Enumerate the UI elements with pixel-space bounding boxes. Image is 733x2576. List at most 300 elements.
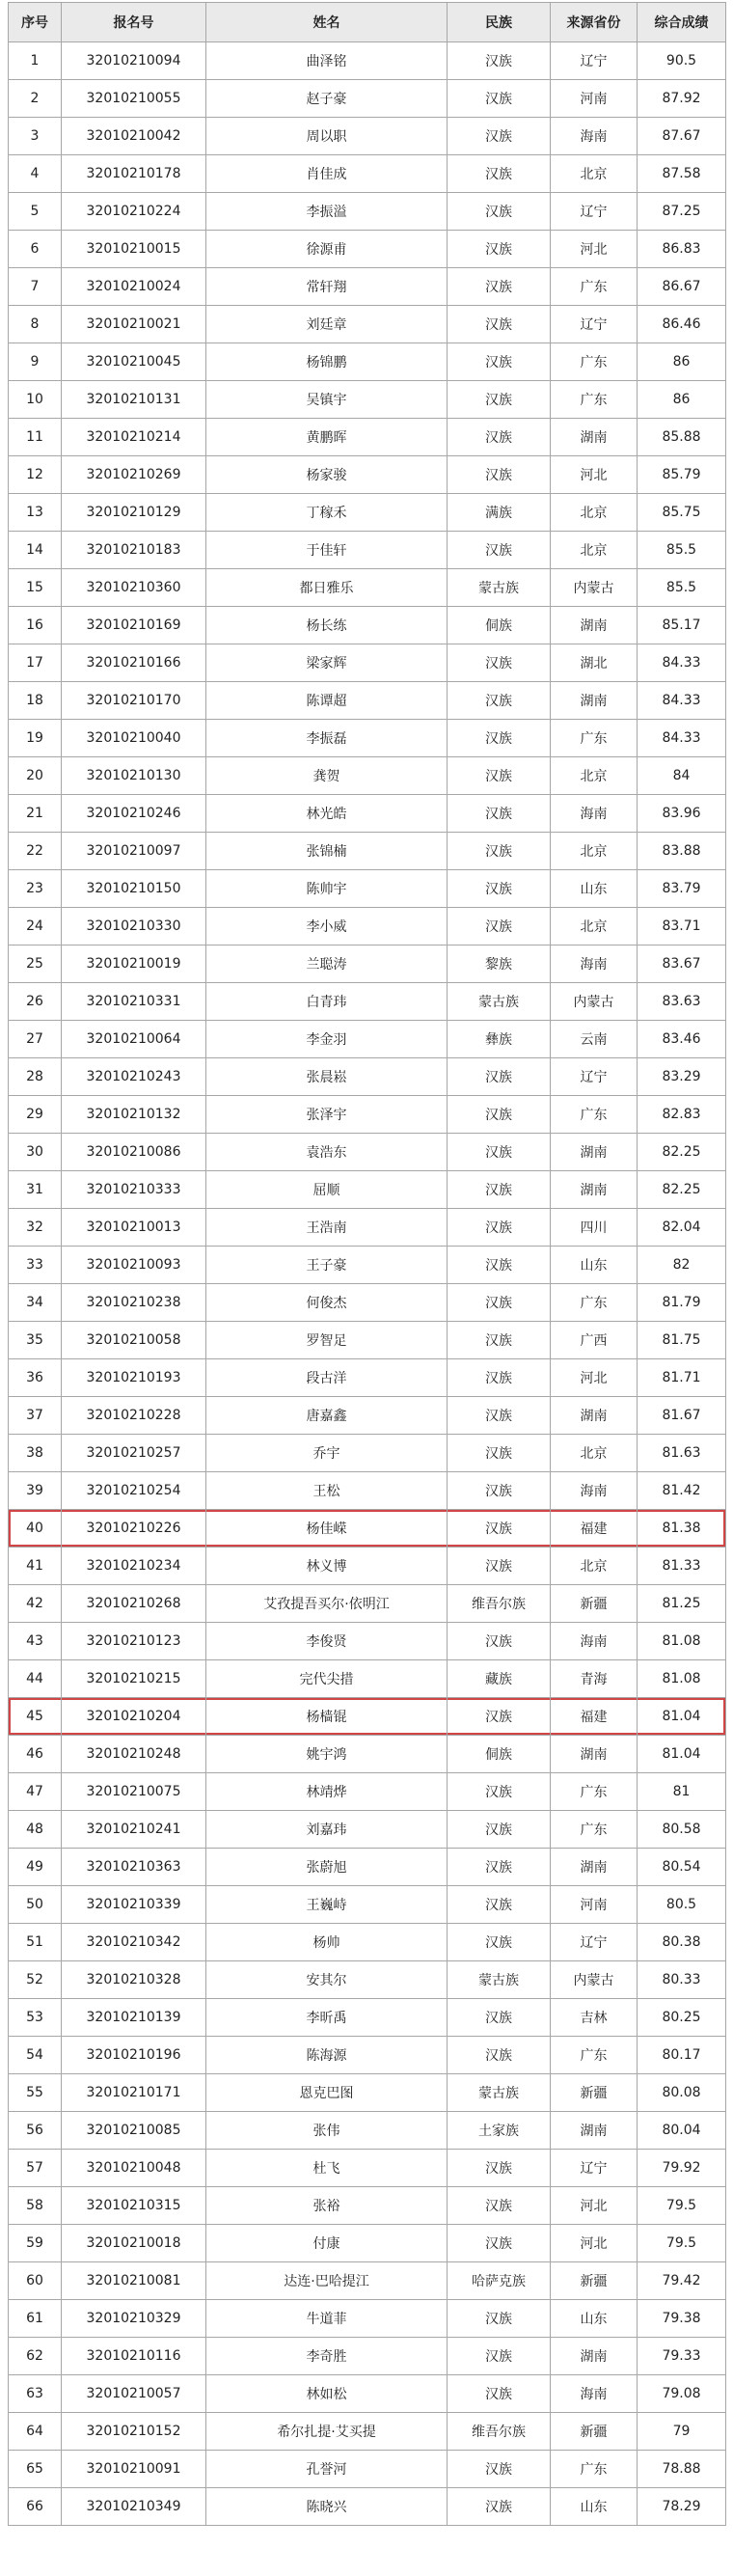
cell-index: 56 (9, 2112, 62, 2150)
cell-province: 湖南 (551, 1849, 638, 1886)
cell-ethnicity: 汉族 (448, 268, 551, 306)
cell-name: 张裕 (206, 2187, 448, 2225)
cell-index: 13 (9, 494, 62, 532)
cell-ethnicity: 土家族 (448, 2112, 551, 2150)
cell-registration-number: 32010210015 (62, 231, 206, 268)
table-row (9, 1548, 726, 1585)
cell-registration-number: 32010210360 (62, 569, 206, 607)
cell-registration-number: 32010210169 (62, 607, 206, 644)
cell-index: 5 (9, 193, 62, 231)
cell-index: 34 (9, 1284, 62, 1322)
cell-province: 湖南 (551, 1171, 638, 1209)
cell-registration-number: 32010210091 (62, 2451, 206, 2488)
cell-name: 常轩翔 (206, 268, 448, 306)
cell-score: 90.5 (638, 42, 726, 80)
cell-ethnicity: 黎族 (448, 945, 551, 983)
cell-registration-number: 32010210170 (62, 682, 206, 720)
cell-index: 51 (9, 1924, 62, 1961)
cell-registration-number: 32010210257 (62, 1435, 206, 1472)
cell-registration-number: 32010210058 (62, 1322, 206, 1359)
cell-index: 29 (9, 1096, 62, 1134)
cell-name: 黄鹏晖 (206, 419, 448, 456)
cell-registration-number: 32010210094 (62, 42, 206, 80)
cell-ethnicity: 汉族 (448, 155, 551, 193)
cell-province: 北京 (551, 494, 638, 532)
cell-score: 84 (638, 757, 726, 795)
cell-index: 33 (9, 1247, 62, 1284)
cell-registration-number: 32010210248 (62, 1736, 206, 1773)
cell-province: 湖南 (551, 1397, 638, 1435)
cell-ethnicity: 汉族 (448, 118, 551, 155)
cell-province: 湖南 (551, 1134, 638, 1171)
cell-province: 内蒙古 (551, 983, 638, 1021)
cell-index: 65 (9, 2451, 62, 2488)
table-row (9, 945, 726, 983)
table-row (9, 1924, 726, 1961)
cell-registration-number: 32010210057 (62, 2375, 206, 2413)
cell-province: 海南 (551, 1623, 638, 1660)
cell-registration-number: 32010210224 (62, 193, 206, 231)
cell-province: 辽宁 (551, 1924, 638, 1961)
table-row (9, 757, 726, 795)
cell-ethnicity: 汉族 (448, 381, 551, 419)
table-row (9, 2338, 726, 2375)
table-body (9, 42, 726, 2526)
cell-registration-number: 32010210171 (62, 2074, 206, 2112)
cell-score: 80.5 (638, 1886, 726, 1924)
table-row (9, 2375, 726, 2413)
cell-index: 46 (9, 1736, 62, 1773)
cell-registration-number: 32010210269 (62, 456, 206, 494)
cell-score: 81.04 (638, 1736, 726, 1773)
cell-registration-number: 32010210215 (62, 1660, 206, 1698)
cell-province: 海南 (551, 118, 638, 155)
cell-province: 河北 (551, 2225, 638, 2262)
cell-ethnicity: 侗族 (448, 607, 551, 644)
cell-index: 19 (9, 720, 62, 757)
cell-name: 恩克巴图 (206, 2074, 448, 2112)
cell-name: 龚贺 (206, 757, 448, 795)
cell-index: 2 (9, 80, 62, 118)
cell-name: 梁家辉 (206, 644, 448, 682)
table-row (9, 155, 726, 193)
cell-name: 艾孜提吾买尔·依明江 (206, 1585, 448, 1623)
cell-ethnicity: 彝族 (448, 1021, 551, 1058)
cell-ethnicity: 维吾尔族 (448, 2413, 551, 2451)
cell-name: 杨樯锟 (206, 1698, 448, 1736)
cell-province: 福建 (551, 1698, 638, 1736)
cell-ethnicity: 汉族 (448, 1284, 551, 1322)
cell-province: 广东 (551, 1811, 638, 1849)
cell-registration-number: 32010210246 (62, 795, 206, 833)
table-row (9, 2300, 726, 2338)
cell-province: 吉林 (551, 1999, 638, 2037)
cell-province: 河北 (551, 231, 638, 268)
cell-province: 湖南 (551, 2112, 638, 2150)
cell-registration-number: 32010210193 (62, 1359, 206, 1397)
cell-index: 41 (9, 1548, 62, 1585)
cell-registration-number: 32010210178 (62, 155, 206, 193)
cell-index: 11 (9, 419, 62, 456)
cell-ethnicity: 汉族 (448, 1510, 551, 1548)
cell-registration-number: 32010210018 (62, 2225, 206, 2262)
cell-name: 罗智足 (206, 1322, 448, 1359)
cell-province: 内蒙古 (551, 569, 638, 607)
cell-index: 38 (9, 1435, 62, 1472)
cell-score: 86.46 (638, 306, 726, 343)
cell-score: 79.08 (638, 2375, 726, 2413)
table-row (9, 1096, 726, 1134)
cell-name: 徐源甫 (206, 231, 448, 268)
cell-index: 7 (9, 268, 62, 306)
cell-name: 刘嘉玮 (206, 1811, 448, 1849)
cell-name: 陈海源 (206, 2037, 448, 2074)
cell-score: 84.33 (638, 644, 726, 682)
cell-registration-number: 32010210268 (62, 1585, 206, 1623)
cell-score: 83.88 (638, 833, 726, 870)
table-row (9, 193, 726, 231)
cell-score: 81.42 (638, 1472, 726, 1510)
cell-ethnicity: 汉族 (448, 1849, 551, 1886)
table-row (9, 118, 726, 155)
cell-name: 李金羽 (206, 1021, 448, 1058)
cell-ethnicity: 汉族 (448, 757, 551, 795)
cell-province: 北京 (551, 833, 638, 870)
table-row (9, 419, 726, 456)
cell-registration-number: 32010210204 (62, 1698, 206, 1736)
cell-name: 林如松 (206, 2375, 448, 2413)
cell-score: 81.25 (638, 1585, 726, 1623)
table-row (9, 1209, 726, 1247)
table-row (9, 1585, 726, 1623)
cell-ethnicity: 汉族 (448, 870, 551, 908)
cell-index: 24 (9, 908, 62, 945)
cell-registration-number: 32010210013 (62, 1209, 206, 1247)
cell-province: 青海 (551, 1660, 638, 1698)
cell-name: 吴镇宇 (206, 381, 448, 419)
cell-name: 王巍峙 (206, 1886, 448, 1924)
cell-score: 81.08 (638, 1623, 726, 1660)
cell-province: 北京 (551, 1548, 638, 1585)
cell-score: 83.63 (638, 983, 726, 1021)
table-row (9, 1359, 726, 1397)
cell-score: 83.79 (638, 870, 726, 908)
header-name: 姓名 (206, 3, 448, 42)
cell-score: 86 (638, 381, 726, 419)
table-row (9, 2262, 726, 2300)
table-row (9, 2037, 726, 2074)
cell-registration-number: 32010210330 (62, 908, 206, 945)
cell-province: 河南 (551, 80, 638, 118)
cell-index: 31 (9, 1171, 62, 1209)
cell-index: 20 (9, 757, 62, 795)
cell-registration-number: 32010210363 (62, 1849, 206, 1886)
cell-index: 61 (9, 2300, 62, 2338)
cell-score: 85.79 (638, 456, 726, 494)
cell-ethnicity: 汉族 (448, 1209, 551, 1247)
table-row (9, 2150, 726, 2187)
cell-score: 82.04 (638, 1209, 726, 1247)
cell-ethnicity: 汉族 (448, 682, 551, 720)
table-row (9, 682, 726, 720)
cell-index: 15 (9, 569, 62, 607)
cell-name: 张锦楠 (206, 833, 448, 870)
table-row (9, 1698, 726, 1736)
cell-score: 81 (638, 1773, 726, 1811)
cell-name: 姚宇鸿 (206, 1736, 448, 1773)
cell-registration-number: 32010210131 (62, 381, 206, 419)
cell-index: 1 (9, 42, 62, 80)
cell-ethnicity: 满族 (448, 494, 551, 532)
table-row (9, 2225, 726, 2262)
table-row (9, 1284, 726, 1322)
cell-name: 兰聪涛 (206, 945, 448, 983)
cell-province: 辽宁 (551, 306, 638, 343)
cell-registration-number: 32010210226 (62, 1510, 206, 1548)
cell-ethnicity: 汉族 (448, 2338, 551, 2375)
cell-score: 81.08 (638, 1660, 726, 1698)
cell-ethnicity: 汉族 (448, 2037, 551, 2074)
cell-index: 50 (9, 1886, 62, 1924)
cell-name: 李俊贤 (206, 1623, 448, 1660)
cell-province: 广东 (551, 1773, 638, 1811)
table-row (9, 795, 726, 833)
table-row (9, 1736, 726, 1773)
cell-ethnicity: 蒙古族 (448, 983, 551, 1021)
cell-score: 81.38 (638, 1510, 726, 1548)
cell-name: 张泽宇 (206, 1096, 448, 1134)
cell-province: 北京 (551, 908, 638, 945)
cell-ethnicity: 汉族 (448, 193, 551, 231)
cell-registration-number: 32010210333 (62, 1171, 206, 1209)
cell-score: 82.83 (638, 1096, 726, 1134)
cell-name: 陈晓兴 (206, 2488, 448, 2526)
cell-registration-number: 32010210166 (62, 644, 206, 682)
cell-name: 林义博 (206, 1548, 448, 1585)
cell-ethnicity: 汉族 (448, 908, 551, 945)
cell-score: 80.25 (638, 1999, 726, 2037)
cell-name: 乔宇 (206, 1435, 448, 1472)
table-row (9, 644, 726, 682)
cell-index: 54 (9, 2037, 62, 2074)
cell-score: 78.88 (638, 2451, 726, 2488)
cell-score: 86 (638, 343, 726, 381)
cell-score: 85.5 (638, 532, 726, 569)
table-row (9, 343, 726, 381)
table-row (9, 1849, 726, 1886)
cell-index: 66 (9, 2488, 62, 2526)
cell-registration-number: 32010210243 (62, 1058, 206, 1096)
table-row (9, 1660, 726, 1698)
cell-index: 57 (9, 2150, 62, 2187)
cell-index: 42 (9, 1585, 62, 1623)
table-row (9, 1472, 726, 1510)
table-row (9, 1886, 726, 1924)
cell-index: 27 (9, 1021, 62, 1058)
header-registration-number: 报名号 (62, 3, 206, 42)
cell-index: 17 (9, 644, 62, 682)
cell-province: 广东 (551, 2037, 638, 2074)
cell-province: 云南 (551, 1021, 638, 1058)
cell-registration-number: 32010210085 (62, 2112, 206, 2150)
cell-ethnicity: 汉族 (448, 1171, 551, 1209)
cell-name: 达连·巴哈提江 (206, 2262, 448, 2300)
cell-index: 47 (9, 1773, 62, 1811)
cell-registration-number: 32010210123 (62, 1623, 206, 1660)
cell-score: 78.29 (638, 2488, 726, 2526)
table-row (9, 1999, 726, 2037)
cell-score: 83.67 (638, 945, 726, 983)
cell-score: 81.71 (638, 1359, 726, 1397)
cell-registration-number: 32010210214 (62, 419, 206, 456)
table-row (9, 1247, 726, 1284)
cell-registration-number: 32010210045 (62, 343, 206, 381)
cell-name: 杜飞 (206, 2150, 448, 2187)
cell-index: 40 (9, 1510, 62, 1548)
cell-province: 湖南 (551, 419, 638, 456)
cell-index: 43 (9, 1623, 62, 1660)
cell-score: 80.54 (638, 1849, 726, 1886)
cell-index: 14 (9, 532, 62, 569)
cell-index: 12 (9, 456, 62, 494)
cell-registration-number: 32010210055 (62, 80, 206, 118)
cell-province: 北京 (551, 1435, 638, 1472)
cell-province: 北京 (551, 155, 638, 193)
cell-province: 湖南 (551, 682, 638, 720)
table-row (9, 532, 726, 569)
cell-name: 李小威 (206, 908, 448, 945)
cell-ethnicity: 汉族 (448, 1134, 551, 1171)
cell-index: 53 (9, 1999, 62, 2037)
cell-index: 63 (9, 2375, 62, 2413)
cell-ethnicity: 汉族 (448, 1472, 551, 1510)
cell-name: 丁稼禾 (206, 494, 448, 532)
cell-score: 87.58 (638, 155, 726, 193)
cell-index: 3 (9, 118, 62, 155)
cell-score: 87.25 (638, 193, 726, 231)
cell-registration-number: 32010210116 (62, 2338, 206, 2375)
table-row (9, 2187, 726, 2225)
table-row (9, 833, 726, 870)
cell-province: 北京 (551, 757, 638, 795)
cell-registration-number: 32010210086 (62, 1134, 206, 1171)
cell-province: 湖南 (551, 2338, 638, 2375)
cell-ethnicity: 汉族 (448, 2451, 551, 2488)
cell-index: 49 (9, 1849, 62, 1886)
cell-score: 84.33 (638, 682, 726, 720)
table-row (9, 1058, 726, 1096)
cell-index: 60 (9, 2262, 62, 2300)
cell-score: 80.08 (638, 2074, 726, 2112)
cell-score: 84.33 (638, 720, 726, 757)
table-row (9, 1811, 726, 1849)
table-row (9, 80, 726, 118)
cell-index: 25 (9, 945, 62, 983)
cell-province: 辽宁 (551, 193, 638, 231)
cell-name: 杨佳嵘 (206, 1510, 448, 1548)
cell-registration-number: 32010210241 (62, 1811, 206, 1849)
cell-province: 新疆 (551, 1585, 638, 1623)
cell-score: 86.67 (638, 268, 726, 306)
cell-score: 79.42 (638, 2262, 726, 2300)
cell-name: 刘廷章 (206, 306, 448, 343)
header-province: 来源省份 (551, 3, 638, 42)
cell-score: 81.33 (638, 1548, 726, 1585)
cell-ethnicity: 汉族 (448, 343, 551, 381)
cell-score: 81.63 (638, 1435, 726, 1472)
cell-ethnicity: 汉族 (448, 1397, 551, 1435)
table-row (9, 2413, 726, 2451)
cell-name: 白青玮 (206, 983, 448, 1021)
cell-index: 18 (9, 682, 62, 720)
cell-ethnicity: 侗族 (448, 1736, 551, 1773)
cell-index: 37 (9, 1397, 62, 1435)
cell-score: 81.75 (638, 1322, 726, 1359)
table-header-row (9, 3, 726, 42)
cell-ethnicity: 汉族 (448, 1999, 551, 2037)
cell-registration-number: 32010210196 (62, 2037, 206, 2074)
cell-ethnicity: 蒙古族 (448, 2074, 551, 2112)
cell-score: 83.46 (638, 1021, 726, 1058)
cell-name: 李振溢 (206, 193, 448, 231)
header-score: 综合成绩 (638, 3, 726, 42)
cell-ethnicity: 汉族 (448, 456, 551, 494)
cell-ethnicity: 汉族 (448, 1623, 551, 1660)
cell-score: 79.5 (638, 2225, 726, 2262)
table-row (9, 42, 726, 80)
cell-ethnicity: 汉族 (448, 2300, 551, 2338)
cell-score: 80.33 (638, 1961, 726, 1999)
cell-score: 81.79 (638, 1284, 726, 1322)
cell-score: 82.25 (638, 1171, 726, 1209)
score-table (8, 2, 726, 2526)
cell-registration-number: 32010210152 (62, 2413, 206, 2451)
cell-province: 山东 (551, 1247, 638, 1284)
cell-score: 83.71 (638, 908, 726, 945)
cell-ethnicity: 汉族 (448, 1811, 551, 1849)
cell-index: 10 (9, 381, 62, 419)
cell-score: 80.58 (638, 1811, 726, 1849)
table-row (9, 268, 726, 306)
cell-ethnicity: 汉族 (448, 644, 551, 682)
cell-province: 广东 (551, 2451, 638, 2488)
cell-score: 85.75 (638, 494, 726, 532)
cell-index: 35 (9, 1322, 62, 1359)
cell-name: 周以职 (206, 118, 448, 155)
table-row (9, 2074, 726, 2112)
table-row (9, 1961, 726, 1999)
cell-score: 87.67 (638, 118, 726, 155)
cell-name: 曲泽铭 (206, 42, 448, 80)
cell-province: 山东 (551, 870, 638, 908)
cell-name: 完代尖措 (206, 1660, 448, 1698)
cell-score: 85.17 (638, 607, 726, 644)
cell-name: 于佳轩 (206, 532, 448, 569)
cell-registration-number: 32010210019 (62, 945, 206, 983)
cell-province: 湖北 (551, 644, 638, 682)
cell-ethnicity: 汉族 (448, 1548, 551, 1585)
cell-registration-number: 32010210040 (62, 720, 206, 757)
table-row (9, 1623, 726, 1660)
cell-index: 48 (9, 1811, 62, 1849)
cell-index: 44 (9, 1660, 62, 1698)
table-row (9, 1510, 726, 1548)
cell-score: 83.96 (638, 795, 726, 833)
table-row (9, 1134, 726, 1171)
header-index: 序号 (9, 3, 62, 42)
cell-province: 广东 (551, 381, 638, 419)
cell-index: 22 (9, 833, 62, 870)
